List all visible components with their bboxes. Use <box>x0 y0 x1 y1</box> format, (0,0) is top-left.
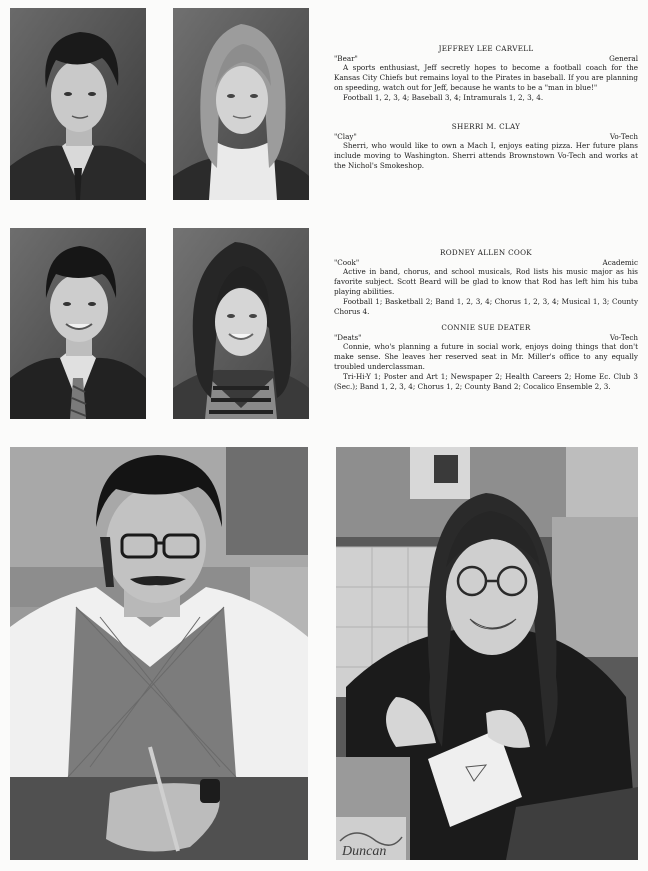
student-activities: Football 1; Basketball 2; Band 1, 2, 3, 4; Chorus 1, 2, 3, 4; Musical 1, 3; County Chorus 4. <box>334 297 638 316</box>
student-course: Vo-Tech <box>609 131 638 141</box>
nickname-course-line <box>334 334 638 342</box>
student-name: RODNEY ALLEN COOK <box>440 248 532 257</box>
bio-block-sherri-clay <box>334 122 638 171</box>
student-activities: Football 1, 2, 3, 4; Baseball 3, 4; Intramurals 1, 2, 3, 4. <box>343 93 544 103</box>
bio-block-rodney-cook <box>334 248 638 317</box>
student-nickname: "Cook" <box>334 257 360 267</box>
portrait-connie-deater <box>173 228 309 419</box>
student-bio: Sherri, who would like to own a Mach I, enjoys eating pizza. Her future plans include moving to Washington. Sherri attends Brownstown Vo-Tech and works at the Nichol's Smokeshop. <box>334 141 638 171</box>
student-bio: Connie, who's planning a future in social work, enjoys doing things that don't make sense. She leaves her reserved seat in Mr. Miller's office to any equally troubled underclassman. <box>334 342 638 372</box>
student-name: SHERRI M. CLAY <box>451 122 521 131</box>
portrait-sherri-clay <box>173 8 309 200</box>
student-name: JEFFREY LEE CARVELL <box>438 44 534 53</box>
portrait-jeffrey-carvell <box>10 8 146 200</box>
nickname-course-line <box>334 259 638 267</box>
student-bio: A sports enthusiast, Jeff secretly hopes to become a football coach for the Kansas City Chiefs but remains loyal to the Pirates in baseball. If you are planning on speeding, watch out for Jeff, because he wants to be a "man in blue!" <box>334 63 638 93</box>
bio-block-jeffrey-carvell <box>334 44 638 103</box>
nickname-course-line <box>334 133 638 141</box>
student-course: Vo-Tech <box>609 332 638 342</box>
student-activities: Tri-Hi-Y 1; Poster and Art 1; Newspaper 2; Health Careers 2; Home Ec. Club 3 (Sec.); Band 1, 2, 3, 4; Chorus 1, 2; County Band 2; Cocalico Ensemble 2, 3. <box>334 372 638 391</box>
student-course: Academic <box>602 257 638 267</box>
nickname-course-line <box>334 55 638 63</box>
candid-photo-student-writing <box>10 447 308 860</box>
bio-block-connie-deater <box>334 323 638 392</box>
student-nickname: "Clay" <box>334 131 357 141</box>
portrait-rodney-cook <box>10 228 146 419</box>
student-nickname: "Deats" <box>334 332 362 342</box>
student-name: CONNIE SUE DEATER <box>441 323 531 332</box>
student-course: General <box>609 53 638 63</box>
duncan-box-label: Duncan <box>342 844 387 859</box>
candid-photo-student-smiling <box>336 447 638 860</box>
student-nickname: "Bear" <box>334 53 358 63</box>
student-bio: Active in band, chorus, and school musicals, Rod lists his music major as his favorite subject. Scott Beard will be glad to know that Rod has left him his tuba playing abilities. <box>334 267 638 297</box>
